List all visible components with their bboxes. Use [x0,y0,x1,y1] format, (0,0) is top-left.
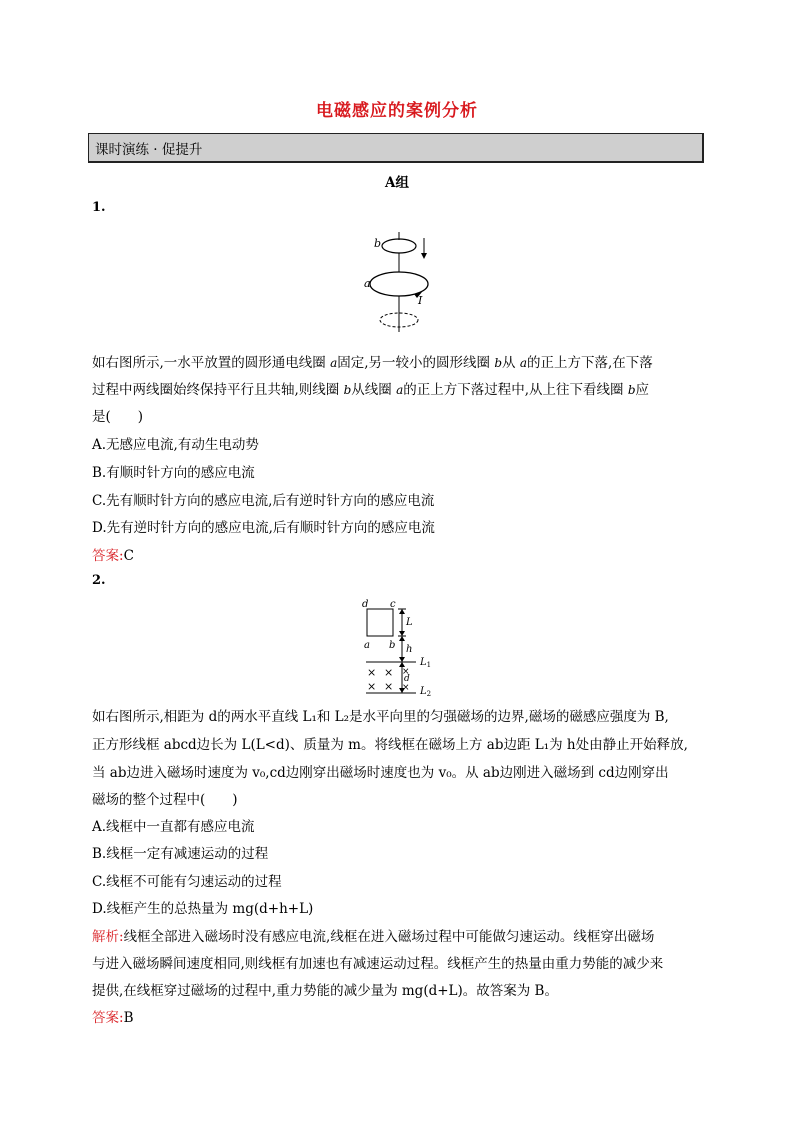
section-header [88,133,704,163]
question-1-stem-line-3: 是( ) [92,409,144,425]
group-label: A组 [385,175,409,191]
question-1-figure [360,232,440,342]
gap-d-label: d [404,674,410,684]
boundary-L1-label: $L_1$ [420,657,432,669]
section-header-label: 课时演练 · 促提升 [95,142,203,158]
coil-b-label: b [374,237,382,250]
answer-label: 答案: [92,548,124,564]
question-2-stem-line-2: 正方形线框 abcd边长为 L(L<d)、质量为 m。将线框在磁场上方 ab边距 L₁为 h处由静止开始释放, [92,737,688,753]
answer-value: C [123,548,134,564]
question-2-option-d: D.线框产生的总热量为 mg(d+h+L) [92,901,314,917]
question-1-option-d: D.先有逆时针方向的感应电流,后有顺时针方向的感应电流 [92,520,435,536]
boundary-L2-label: $L_2$ [420,686,432,698]
question-1-option-b: B.有顺时针方向的感应电流 [92,465,255,481]
question-1-option-a: A.无感应电流,有动生电动势 [92,437,259,453]
question-2-option-b: B.线框一定有减速运动的过程 [92,846,269,862]
question-2-number: 2. [92,573,106,588]
field-cross: × [384,666,394,679]
answer-value: B [123,1010,134,1026]
question-2-analysis-line-3: 提供,在线框穿过磁场的过程中,重力势能的减少量为 mg(d+L)。故答案为 B。 [92,983,558,999]
coil-a-label: a [364,277,371,290]
corner-b-label: b [389,640,396,651]
question-2-option-a: A.线框中一直都有感应电流 [92,819,255,835]
question-2-option-c: C.线框不可能有匀速运动的过程 [92,874,282,890]
field-cross: × [384,680,394,693]
question-2-answer [92,1006,133,1026]
corner-c-label: c [390,599,396,610]
page-title: 电磁感应的案例分析 [316,101,478,121]
field-cross: × [367,680,377,693]
question-1-number: 1. [92,200,106,215]
question-1-answer [92,544,134,564]
field-cross: × [402,667,410,677]
question-1-stem-line-1: 如右图所示,一水平放置的圆形通电线圈 a固定,另一较小的圆形线圈 b从 a的正上方下落,在下落 [92,355,653,371]
question-2-stem-line-4: 磁场的整个过程中( ) [92,792,238,808]
current-label: I [418,294,423,307]
side-L-label: L [406,617,413,628]
question-2-stem-line-3: 当 ab边进入磁场时速度为 v₀,cd边刚穿出磁场时速度也为 v₀。从 ab边刚进入磁场到 cd边刚穿出 [92,765,669,781]
question-2-analysis-line-2: 与进入磁场瞬间速度相同,则线框有加速也有减速运动过程。线框产生的热量由重力势能的减少来 [92,956,664,972]
corner-a-label: a [364,640,370,651]
question-1-stem-line-2: 过程中两线圈始终保持平行且共轴,则线圈 b从线圈 a的正上方下落过程中,从上往下看线圈 b应 [92,382,650,398]
answer-label: 答案: [92,1010,124,1026]
field-cross: × [402,683,410,693]
question-2-analysis-line-1: 解析:线框全部进入磁场时没有感应电流,线框在进入磁场过程中可能做匀速运动。线框穿出磁场 [92,929,655,945]
height-h-label: h [406,644,413,655]
field-cross: × [367,666,377,679]
question-2-stem-line-1: 如右图所示,相距为 d的两水平直线 L₁和 L₂是水平向里的匀强磁场的边界,磁场的磁感应强度为 B, [92,709,669,725]
corner-d-label: d [362,599,369,610]
question-2-figure [356,598,442,698]
analysis-label: 解析: [92,929,124,945]
question-1-option-c: C.先有顺时针方向的感应电流,后有逆时针方向的感应电流 [92,493,435,509]
